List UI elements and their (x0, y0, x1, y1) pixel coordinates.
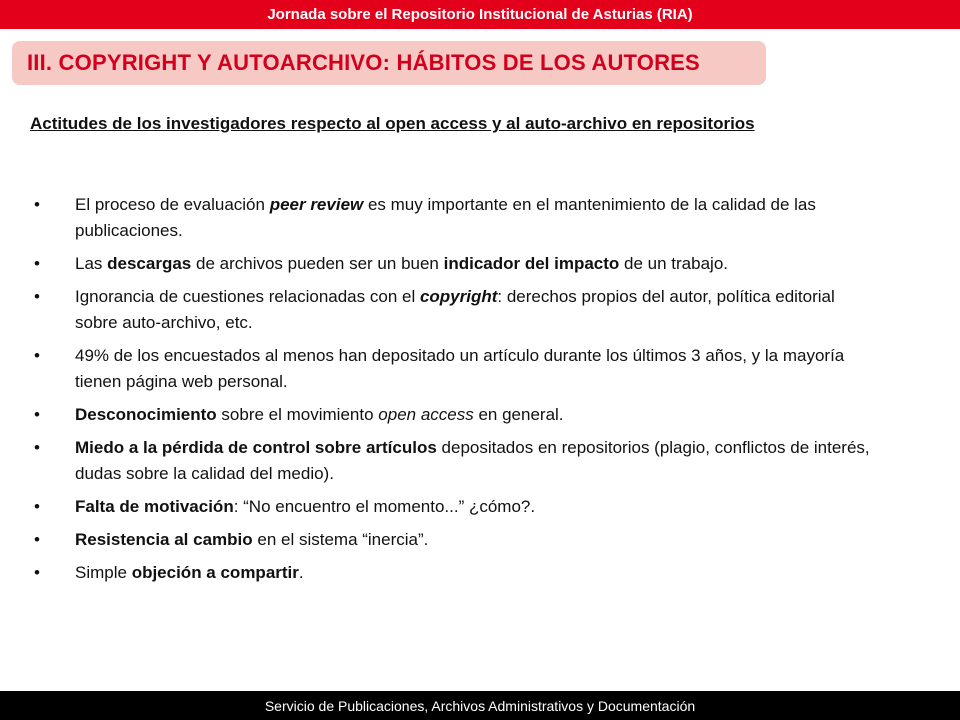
bullet-text-segment: en el sistema “inercia”. (252, 530, 429, 549)
bullet-text-segment: de archivos pueden ser un buen (191, 254, 444, 273)
bullet-item (30, 527, 870, 553)
bullet-text-segment: Resistencia al cambio (75, 530, 253, 549)
bullet-marker: • (34, 563, 40, 582)
bullet-text-segment: Falta de motivación (75, 497, 234, 516)
bullet-marker: • (34, 530, 40, 549)
bullet-item (30, 494, 870, 520)
slide-subtitle: Actitudes de los investigadores respecto al open access y al auto-archivo en repositorios (30, 114, 755, 133)
bullet-text-segment: depositados en repositorios (plagio, conflictos de interés, dudas sobre la calidad del medio). (75, 438, 870, 483)
bullet-marker: • (34, 195, 40, 214)
bullet-text-segment: : “No encuentro el momento...” ¿cómo?. (233, 497, 536, 516)
bullet-text-segment: El proceso de evaluación (75, 195, 270, 214)
bullet-text-segment: : derechos propios del autor, política editorial sobre auto-archivo, etc. (75, 287, 835, 332)
bullet-marker: • (34, 497, 40, 516)
bullet-text-segment: descargas (107, 254, 192, 273)
bullet-item (30, 192, 870, 244)
bullet-item (30, 435, 870, 487)
bullet-item (30, 402, 870, 428)
bullet-text-segment: objeción a compartir (131, 563, 299, 582)
bullet-text-segment: peer review (269, 195, 364, 214)
bullet-text-segment: open access (378, 405, 474, 424)
bullet-text-segment: Desconocimiento (75, 405, 217, 424)
bullet-marker: • (34, 405, 40, 424)
header-bar (0, 0, 960, 29)
bullet-text-segment: Miedo a la pérdida de control sobre artículos (75, 438, 437, 457)
bullet-item (30, 343, 870, 395)
bullet-text-segment: de un trabajo. (619, 254, 729, 273)
bullet-marker: • (34, 438, 40, 457)
bullet-list (30, 192, 870, 593)
bullet-item (30, 560, 870, 586)
bullet-text-segment: Las (75, 254, 108, 273)
bullet-text-segment: indicador del impacto (443, 254, 620, 273)
bullet-item (30, 251, 870, 277)
bullet-marker: • (34, 346, 40, 365)
bullet-text-segment: copyright (419, 287, 498, 306)
bullet-text-segment: . (298, 563, 304, 582)
section-title-box (12, 41, 766, 85)
bullet-text-segment: 49% de los encuestados al menos han depositado un artículo durante los últimos 3 años, y la mayoría tienen página web personal. (75, 346, 845, 391)
bullet-marker: • (34, 254, 40, 273)
footer-text: Servicio de Publicaciones, Archivos Administrativos y Documentación (264, 697, 696, 714)
header-title: Jornada sobre el Repositorio Institucional de Asturias (RIA) (267, 6, 693, 23)
bullet-text-segment: es muy importante en el mantenimiento de la calidad de las publicaciones. (75, 195, 816, 240)
section-title: III. COPYRIGHT Y AUTOARCHIVO: HÁBITOS DE LOS AUTORES (27, 50, 700, 75)
bullet-marker: • (34, 287, 40, 306)
bullet-text-segment: Simple (75, 563, 132, 582)
bullet-text-segment: Ignorancia de cuestiones relacionadas con el (75, 287, 420, 306)
footer-bar (0, 691, 960, 720)
bullet-text-segment: en general. (473, 405, 564, 424)
bullet-text-segment: sobre el movimiento (216, 405, 379, 424)
bullet-item (30, 284, 870, 336)
